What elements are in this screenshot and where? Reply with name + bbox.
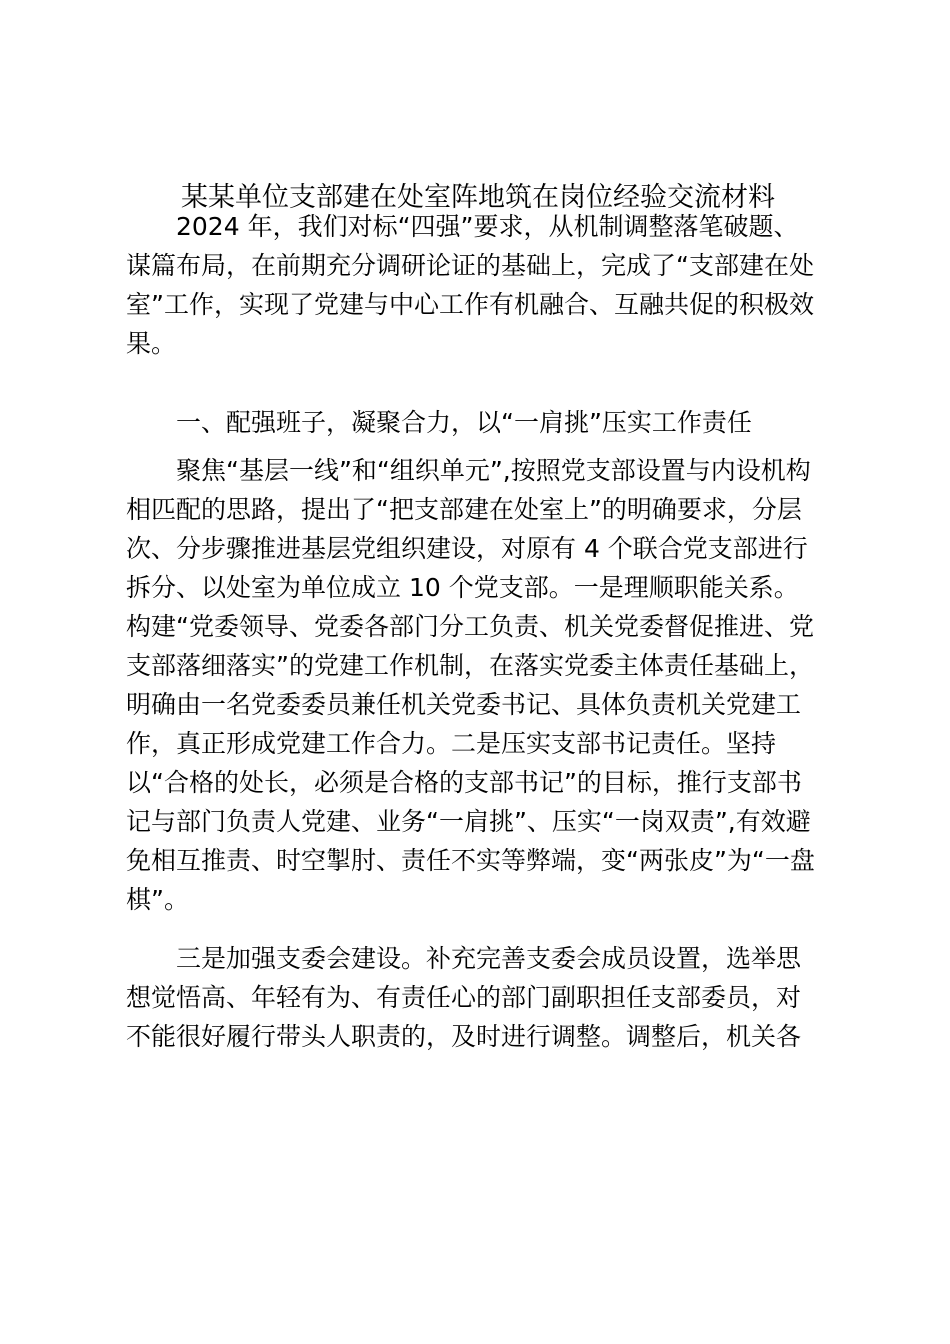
section-heading: 一、配强班子，凝聚合力，以“一肩挑”压实工作责任: [176, 408, 752, 437]
paragraph-line: 以“合格的处长，必须是合格的支部书记”的目标，推行支部书: [126, 768, 802, 797]
paragraph-line: 聚焦“基层一线”和“组织单元”,按照党支部设置与内设机构: [176, 456, 811, 485]
paragraph-line: 相匹配的思路，提出了“把支部建在处室上”的明确要求，分层: [126, 495, 802, 524]
paragraph-line: 构建“党委领导、党委各部门分工负责、机关党委督促推进、党: [126, 612, 814, 641]
paragraph-line: 三是加强支委会建设。补充完善支委会成员设置，选举思: [176, 944, 802, 973]
paragraph-line: 室”工作，实现了党建与中心工作有机融合、互融共促的积极效: [126, 290, 814, 319]
paragraph-line: 记与部门负责人党建、业务“一肩挑”、压实“一岗双责”,有效避: [126, 807, 811, 836]
paragraph-line: 支部落细落实”的党建工作机制，在落实党委主体责任基础上，: [126, 651, 814, 680]
paragraph-line: 果。: [126, 329, 177, 358]
paragraph-line: 棋”。: [126, 885, 189, 914]
paragraph-line: 次、分步骤推进基层党组织建设，对原有 4 个联合党支部进行: [126, 534, 808, 563]
paragraph-line: 2024 年，我们对标“四强”要求，从机制调整落笔破题、: [176, 212, 799, 241]
paragraph-line: 不能很好履行带头人职责的，及时进行调整。调整后，机关各: [126, 1022, 802, 1051]
paragraph-line: 谋篇布局，在前期充分调研论证的基础上，完成了“支部建在处: [126, 251, 814, 280]
paragraph-line: 明确由一名党委委员兼任机关党委书记、具体负责机关党建工: [126, 690, 802, 719]
paragraph-line: 拆分、以处室为单位成立 10 个党支部。一是理顺职能关系。: [126, 573, 799, 602]
paragraph-line: 作，真正形成党建工作合力。二是压实支部书记责任。坚持: [126, 729, 777, 758]
paragraph-line: 免相互推责、时空掣肘、责任不实等弊端，变“两张皮”为“一盘: [126, 846, 815, 875]
paragraph-line: 想觉悟高、年轻有为、有责任心的部门副职担任支部委员，对: [126, 983, 802, 1012]
document-title: 某某单位支部建在处室阵地筑在岗位经验交流材料: [181, 182, 775, 213]
